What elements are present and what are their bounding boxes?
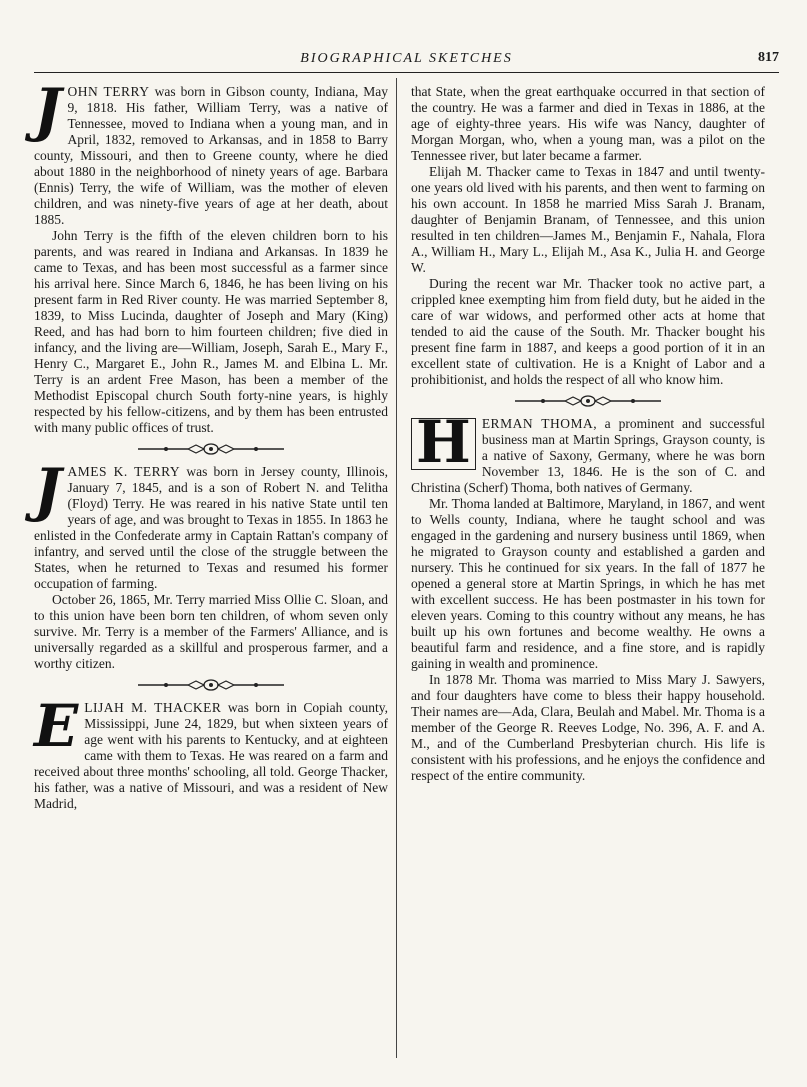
sketch-elijah-thacker	[34, 692, 388, 812]
paragraph-text: was born in Jersey county, Illinois, January 7, 1845, and is a son of Robert N. and Telitha (Floyd) Terry. He was reared in his native State until ten years of age, and was brought to Texas in 1855. In 1863 he enlisted in the Confederate army in Captain Rattan's company of infantry, and served until the close of the struggle between the States, when he returned to Texas and resumed his former occupation of farming.	[34, 464, 388, 591]
sketch-paragraph	[411, 408, 765, 496]
sketch-john-terry	[34, 76, 389, 436]
sketch-elijah-thacker-continued	[411, 84, 765, 388]
paragraph-text: , a prominent and successful business man at Martin Springs, Grayson county, is a native of Saxony, Germany, where he was born November 13, 1846. He is the son of C. and Christina (Scherf) Thoma, both natives of Germany.	[411, 416, 765, 495]
page-number: 817	[758, 50, 779, 65]
sketch-james-terry	[34, 456, 388, 672]
left-column	[34, 76, 389, 812]
subject-name: OHN TERRY	[67, 84, 150, 99]
sketch-paragraph: Elijah M. Thacker came to Texas in 1847 and until twenty-one years old lived with his parents, and then went to farming on his own account. In 1858 he married Miss Sarah J. Branam, daughter of Benjamin Branam, of Tennessee, and this union resulted in ten children—James M., Benjamin F., Nahala, Flora A., William H., Mary L., Elijah M., Asa K., Julia H. and George W.	[411, 164, 765, 275]
sketch-paragraph: In 1878 Mr. Thoma was married to Miss Mary J. Sawyers, and four daughters have come to bless their happy household. Their names are—Ada, Clara, Beulah and Mabel. Mr. Thoma is a member of the George R. Reeves Lodge, No. 396, A. F. and A. M., and of the Cumberland Presbyterian church. His life is consistent with his professions, and he enjoys the confidence and respect of the entire community.	[411, 672, 765, 783]
drop-cap: H	[411, 418, 476, 470]
sketch-paragraph: Mr. Thoma landed at Baltimore, Maryland, in 1867, and went to Wells county, Indiana, where he taught school and was engaged in the gardening and nursery business until 1869, when he migrated to Grayson county and established a garden and nursery. This he continued for six years. In the fall of 1877 he opened a general store at Martin Springs, in which he has met with excellent success. He has been postmaster in his town for eleven years. Coming to this country without any means, he has built up his own fortunes and become wealthy. He owns a beautiful farm and residence, and a fine store, and is rapidly gaining in wealth and prominence.	[411, 496, 765, 671]
subject-name: AMES K. TERRY	[67, 464, 181, 479]
sketch-paragraph	[34, 76, 389, 228]
sketch-paragraph: During the recent war Mr. Thacker took no active part, a crippled knee exempting him from field duty, but he aided in the care of war widows, and performed other acts at home that tended to aid the cause of the South. Mr. Thacker bought his present fine farm in 1887, and keeps a good portion of it in an excellent state of cultivation. He is a Knight of Labor and a prohibitionist, and holds the respect of all who know him.	[411, 276, 765, 387]
subject-name: ERMAN THOMA	[481, 416, 594, 431]
drop-cap: E	[34, 692, 79, 760]
ornament-separator	[136, 678, 286, 692]
sketch-paragraph	[34, 456, 388, 592]
running-header	[34, 50, 779, 73]
drop-cap: J	[34, 456, 62, 524]
paragraph-text: was born in Gibson county, Indiana, May 9, 1818. His father, William Terry, was a native of Tennessee, moved to Indiana when a young man, and in April, 1832, removed to Arkansas, and in 1858 to Barry county, Missouri, and then to Greene county, where he died about 1880 in the neighborhood of ninety years of age. Barbara (Ennis) Terry, the wife of William, was the mother of eleven children, and was ninety-five years of age at her death, about 1885.	[34, 84, 389, 227]
subject-name: LIJAH M. THACKER	[84, 700, 222, 715]
column-divider	[396, 78, 397, 1058]
drop-cap: J	[34, 76, 62, 144]
paragraph-text: was born in Copiah county, Mississippi, June 24, 1829, but when sixteen years of age went with his parents to Kentucky, and at eighteen came with them to Texas. He was reared on a farm and received about three months' schooling, all told. George Thacker, his father, was a native of Missouri, and was a resident of New Madrid,	[34, 700, 388, 811]
sketch-paragraph: John Terry is the fifth of the eleven children born to his parents, and was reared in Indiana and Arkansas. In 1839 he came to Texas, and has been most successful as a farmer since his arrival here. Since March 6, 1846, he has been living on his present farm in Red River county. He was married September 8, 1839, to Miss Lucinda, daughter of Joseph and Mary (King) Reed, and has had born to him fourteen children; five died in infancy, and the living are—William, Joseph, Sarah E., Mary F., Henry C., Margaret E., John R., James M. and Elbina L. Mr. Terry is an ardent Free Mason, has been a member of the Methodist Episcopal church South forty-nine years, is highly respected by his fellow-citizens, and by them has been entrusted with many public offices of trust.	[34, 228, 388, 435]
running-title: BIOGRAPHICAL SKETCHES	[300, 51, 513, 66]
ornament-separator	[136, 442, 286, 456]
sketch-paragraph	[34, 692, 388, 812]
sketch-paragraph: October 26, 1865, Mr. Terry married Miss Ollie C. Sloan, and to this union have been born ten children, of whom seven only survive. Mr. Terry is a member of the Farmers' Alliance, and is universally regarded as a skillful and prosperous farmer, and a worthy citizen.	[34, 592, 388, 671]
ornament-separator	[513, 394, 663, 408]
sketch-herman-thoma	[411, 408, 765, 784]
sketch-paragraph: that State, when the great earthquake occurred in that section of the country. He was a farmer and died in Texas in 1886, at the age of eighty-three years. His wife was Nancy, daughter of Morgan Morgan, who, when a young man, was a pilot on the Tennessee river, but later became a farmer.	[411, 84, 765, 163]
right-column	[411, 84, 765, 784]
